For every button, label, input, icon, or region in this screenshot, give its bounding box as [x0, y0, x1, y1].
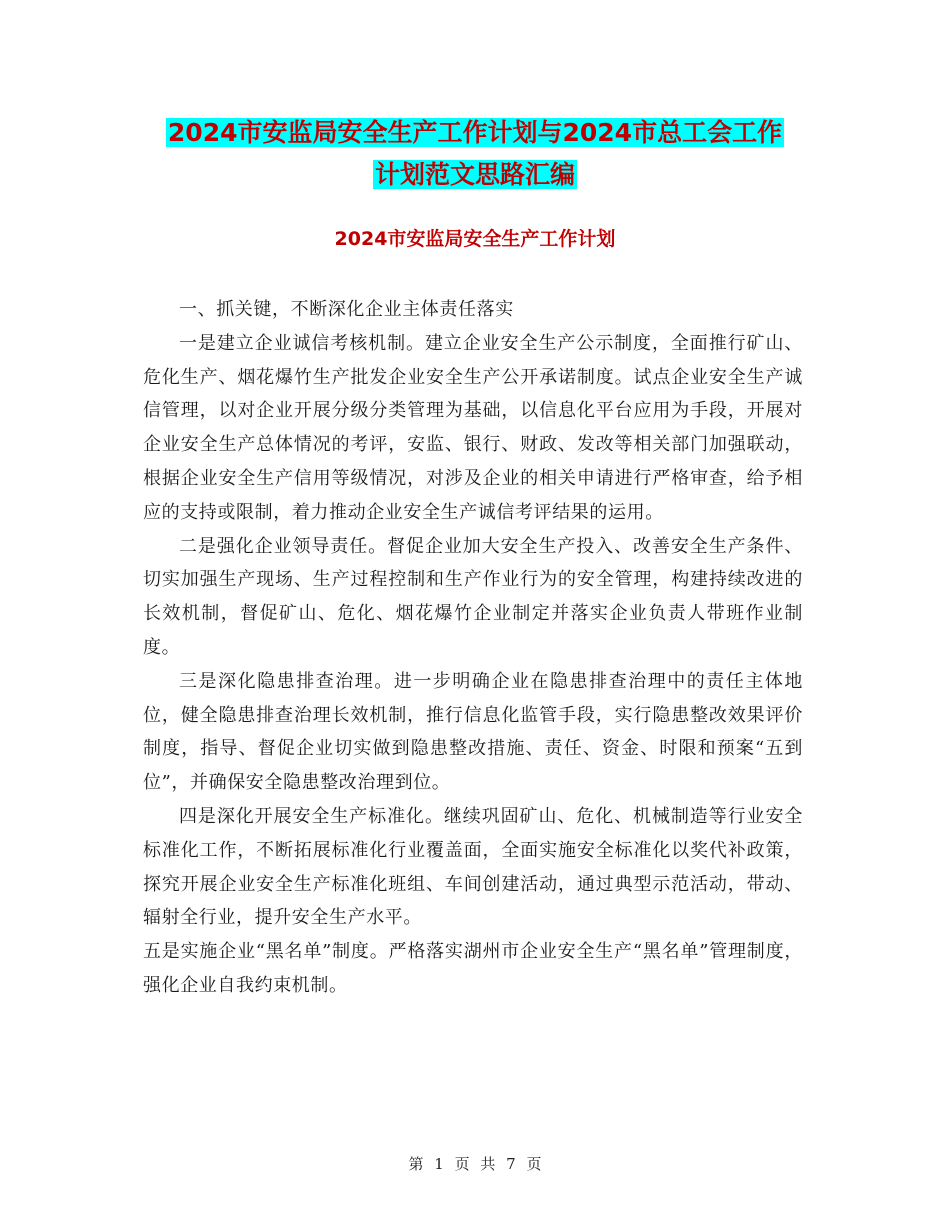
document-body [143, 293, 803, 1003]
paragraph: 三是深化隐患排查治理。进一步明确企业在隐患排查治理中的责任主体地位，健全隐患排查治理长效机制，推行信息化监管手段，实行隐患整改效果评价制度，指导、督促企业切实做到隐患整改措施、责任、资金、时限和预案“五到位”，并确保安全隐患整改治理到位。 [143, 670, 803, 794]
paragraph: 二是强化企业领导责任。督促企业加大安全生产投入、改善安全生产条件、切实加强生产现场、生产过程控制和生产作业行为的安全管理，构建持续改进的长效机制，督促矿山、危化、烟花爆竹企业制定并落实企业负责人带班作业制度。 [143, 535, 803, 658]
paragraph: 一是建立企业诚信考核机制。建立企业安全生产公示制度，全面推行矿山、危化生产、烟花爆竹生产批发企业安全生产公开承诺制度。试点企业安全生产诚信管理，以对企业开展分级分类管理为基础，以信息化平台应用为手段，开展对企业安全生产总体情况的考评，安监、银行、财政、发改等相关部门加强联动，根据企业安全生产信用等级情况，对涉及企业的相关申请进行严格审查，给予相应的支持或限制，着力推动企业安全生产诚信考评结果的运用。 [143, 332, 803, 523]
section-title: 2024市安监局安全生产工作计划 [334, 228, 616, 250]
document-title-line-2-text: 计划范文思路汇编 [374, 160, 575, 189]
document-title-line-2 [0, 154, 950, 196]
document-title-line-1 [0, 112, 950, 154]
paragraph: 四是深化开展安全生产标准化。继续巩固矿山、危化、机械制造等行业安全标准化工作，不断拓展标准化行业覆盖面，全面实施安全标准化以奖代补政策，探究开展企业安全生产标准化班组、车间创建活动，通过典型示范活动，带动、辐射全行业，提升安全生产水平。 [143, 805, 803, 929]
page-footer: 第 1 页 共 7 页 [408, 1155, 542, 1173]
paragraph-heading: 一、抓关键，不断深化企业主体责任落实 [179, 299, 514, 320]
document-title [0, 112, 950, 196]
paragraph: 五是实施企业“黑名单”制度。严格落实湖州市企业安全生产“黑名单”管理制度，强化企业自我约束机制。 [143, 941, 803, 996]
document-title-line-1-text: 2024市安监局安全生产工作计划与2024市总工会工作 [167, 118, 783, 147]
